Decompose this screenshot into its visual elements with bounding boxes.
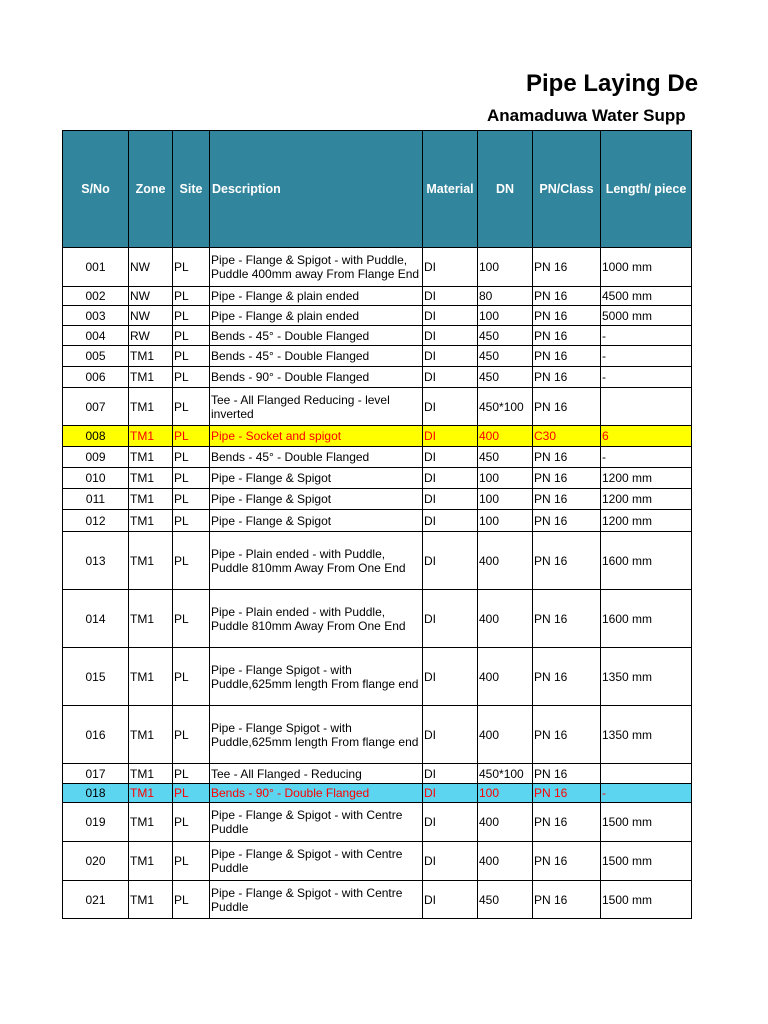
cell-sno[interactable]: 016 [63, 706, 129, 764]
cell-pn-class[interactable]: PN 16 [533, 388, 601, 426]
cell-description[interactable]: Pipe - Flange & Spigot [210, 510, 423, 532]
cell-dn[interactable]: 400 [478, 803, 533, 842]
table-row[interactable] [63, 468, 692, 489]
cell-pn-class[interactable]: PN 16 [533, 803, 601, 842]
header-row [63, 131, 692, 248]
cell-material[interactable]: DI [423, 881, 478, 919]
cell-sno[interactable]: 002 [63, 287, 129, 306]
cell-pn-class[interactable]: PN 16 [533, 287, 601, 306]
cell-pn-class[interactable]: PN 16 [533, 326, 601, 346]
cell-description[interactable]: Pipe - Flange & Spigot - with Puddle, Puddle 400mm away From Flange End [210, 248, 423, 287]
table-row[interactable] [63, 784, 692, 803]
table-row[interactable] [63, 426, 692, 447]
cell-site[interactable]: PL [173, 287, 210, 306]
cell-sno[interactable]: 017 [63, 764, 129, 784]
cell-sno[interactable]: 018 [63, 784, 129, 803]
cell-material[interactable]: DI [423, 287, 478, 306]
cell-description[interactable]: Bends - 45° - Double Flanged [210, 346, 423, 367]
cell-sno[interactable]: 010 [63, 468, 129, 489]
cell-length[interactable]: 1500 mm [601, 803, 692, 842]
cell-pn-class[interactable]: PN 16 [533, 706, 601, 764]
cell-pn-class[interactable]: PN 16 [533, 590, 601, 648]
cell-sno[interactable]: 004 [63, 326, 129, 346]
cell-pn-class[interactable]: PN 16 [533, 532, 601, 590]
cell-zone[interactable]: NW [129, 306, 173, 326]
col-header-description[interactable]: Description [210, 131, 423, 248]
page-subtitle: Anamaduwa Water Supp [487, 106, 686, 125]
cell-site[interactable]: PL [173, 881, 210, 919]
cell-description[interactable]: Tee - All Flanged - Reducing [210, 764, 423, 784]
cell-sno[interactable]: 007 [63, 388, 129, 426]
cell-length[interactable] [601, 764, 692, 784]
cell-material[interactable]: DI [423, 447, 478, 468]
cell-dn[interactable]: 450*100 [478, 388, 533, 426]
cell-description[interactable]: Pipe - Flange & Spigot - with Centre Puddle [210, 881, 423, 919]
cell-material[interactable]: DI [423, 784, 478, 803]
table-row[interactable] [63, 881, 692, 919]
cell-description[interactable]: Bends - 45° - Double Flanged [210, 326, 423, 346]
cell-site[interactable]: PL [173, 532, 210, 590]
cell-dn[interactable]: 450*100 [478, 764, 533, 784]
cell-length[interactable]: 1200 mm [601, 489, 692, 510]
cell-dn[interactable]: 100 [478, 306, 533, 326]
cell-sno[interactable]: 008 [63, 426, 129, 447]
cell-pn-class[interactable]: PN 16 [533, 842, 601, 881]
table-row[interactable] [63, 590, 692, 648]
cell-length[interactable]: 1000 mm [601, 248, 692, 287]
table-row[interactable] [63, 248, 692, 287]
cell-dn[interactable]: 400 [478, 590, 533, 648]
cell-description[interactable]: Pipe - Flange & Spigot [210, 468, 423, 489]
cell-zone[interactable]: TM1 [129, 532, 173, 590]
cell-dn[interactable]: 100 [478, 468, 533, 489]
cell-zone[interactable]: TM1 [129, 367, 173, 388]
cell-pn-class[interactable]: PN 16 [533, 346, 601, 367]
cell-zone[interactable]: NW [129, 248, 173, 287]
cell-description[interactable]: Pipe - Flange Spigot - with Puddle,625mm length From flange end [210, 648, 423, 706]
cell-material[interactable]: DI [423, 590, 478, 648]
cell-description[interactable]: Pipe - Plain ended - with Puddle, Puddle 810mm Away From One End [210, 532, 423, 590]
table-row[interactable] [63, 648, 692, 706]
cell-sno[interactable]: 006 [63, 367, 129, 388]
cell-sno[interactable]: 019 [63, 803, 129, 842]
col-header-site[interactable]: Site [173, 131, 210, 248]
table-row[interactable] [63, 706, 692, 764]
cell-dn[interactable]: 400 [478, 842, 533, 881]
cell-length[interactable]: 1200 mm [601, 468, 692, 489]
cell-zone[interactable]: TM1 [129, 784, 173, 803]
cell-zone[interactable]: TM1 [129, 803, 173, 842]
cell-description[interactable]: Bends - 90° - Double Flanged [210, 784, 423, 803]
cell-zone[interactable]: TM1 [129, 426, 173, 447]
cell-sno[interactable]: 020 [63, 842, 129, 881]
cell-site[interactable]: PL [173, 489, 210, 510]
cell-pn-class[interactable]: C30 [533, 426, 601, 447]
cell-length[interactable]: 1600 mm [601, 532, 692, 590]
cell-zone[interactable]: NW [129, 287, 173, 306]
cell-length[interactable]: - [601, 784, 692, 803]
cell-sno[interactable]: 012 [63, 510, 129, 532]
cell-zone[interactable]: TM1 [129, 489, 173, 510]
cell-sno[interactable]: 013 [63, 532, 129, 590]
cell-description[interactable]: Pipe - Flange & Spigot [210, 489, 423, 510]
cell-site[interactable]: PL [173, 346, 210, 367]
cell-material[interactable]: DI [423, 248, 478, 287]
cell-site[interactable]: PL [173, 426, 210, 447]
cell-dn[interactable]: 450 [478, 346, 533, 367]
table-row[interactable] [63, 287, 692, 306]
cell-description[interactable]: Pipe - Flange & Spigot - with Centre Puddle [210, 842, 423, 881]
table-row[interactable] [63, 326, 692, 346]
cell-site[interactable]: PL [173, 590, 210, 648]
table-row[interactable] [63, 532, 692, 590]
cell-pn-class[interactable]: PN 16 [533, 510, 601, 532]
table-row[interactable] [63, 346, 692, 367]
cell-length[interactable]: - [601, 326, 692, 346]
cell-pn-class[interactable]: PN 16 [533, 367, 601, 388]
cell-zone[interactable]: TM1 [129, 706, 173, 764]
cell-dn[interactable]: 450 [478, 881, 533, 919]
cell-length[interactable]: 1600 mm [601, 590, 692, 648]
cell-pn-class[interactable]: PN 16 [533, 468, 601, 489]
table-row[interactable] [63, 803, 692, 842]
cell-pn-class[interactable]: PN 16 [533, 447, 601, 468]
cell-material[interactable]: DI [423, 648, 478, 706]
cell-length[interactable]: 1500 mm [601, 842, 692, 881]
cell-material[interactable]: DI [423, 489, 478, 510]
cell-sno[interactable]: 015 [63, 648, 129, 706]
cell-description[interactable]: Pipe - Plain ended - with Puddle, Puddle 810mm Away From One End [210, 590, 423, 648]
cell-zone[interactable]: TM1 [129, 881, 173, 919]
cell-length[interactable]: 1200 mm [601, 510, 692, 532]
cell-material[interactable]: DI [423, 426, 478, 447]
cell-site[interactable]: PL [173, 248, 210, 287]
table-row[interactable] [63, 510, 692, 532]
cell-description[interactable]: Tee - All Flanged Reducing - level inverted [210, 388, 423, 426]
cell-pn-class[interactable]: PN 16 [533, 648, 601, 706]
cell-length[interactable]: 4500 mm [601, 287, 692, 306]
cell-dn[interactable]: 100 [478, 489, 533, 510]
cell-description[interactable]: Bends - 45° - Double Flanged [210, 447, 423, 468]
cell-length[interactable]: 1500 mm [601, 881, 692, 919]
cell-dn[interactable]: 450 [478, 367, 533, 388]
cell-pn-class[interactable]: PN 16 [533, 489, 601, 510]
cell-length[interactable]: 6 [601, 426, 692, 447]
table-row[interactable] [63, 388, 692, 426]
cell-site[interactable]: PL [173, 784, 210, 803]
table-row[interactable] [63, 764, 692, 784]
table-row[interactable] [63, 489, 692, 510]
cell-description[interactable]: Pipe - Flange & Spigot - with Centre Puddle [210, 803, 423, 842]
cell-dn[interactable]: 450 [478, 447, 533, 468]
cell-zone[interactable]: TM1 [129, 590, 173, 648]
cell-dn[interactable]: 80 [478, 287, 533, 306]
cell-site[interactable]: PL [173, 510, 210, 532]
cell-dn[interactable]: 100 [478, 784, 533, 803]
cell-dn[interactable]: 400 [478, 706, 533, 764]
cell-description[interactable]: Pipe - Flange & plain ended [210, 287, 423, 306]
cell-dn[interactable]: 450 [478, 326, 533, 346]
cell-length[interactable]: 1350 mm [601, 706, 692, 764]
col-header-dn[interactable]: DN [478, 131, 533, 248]
col-header-sno[interactable]: S/No [63, 131, 129, 248]
col-header-zone[interactable]: Zone [129, 131, 173, 248]
table-row[interactable] [63, 447, 692, 468]
cell-material[interactable]: DI [423, 326, 478, 346]
pipe-schedule-table [62, 130, 692, 919]
cell-site[interactable]: PL [173, 468, 210, 489]
cell-sno[interactable]: 003 [63, 306, 129, 326]
cell-zone[interactable]: TM1 [129, 764, 173, 784]
table-row[interactable] [63, 367, 692, 388]
cell-material[interactable]: DI [423, 468, 478, 489]
cell-pn-class[interactable]: PN 16 [533, 248, 601, 287]
cell-zone[interactable]: TM1 [129, 648, 173, 706]
cell-zone[interactable]: RW [129, 326, 173, 346]
cell-description[interactable]: Pipe - Socket and spigot [210, 426, 423, 447]
cell-dn[interactable]: 100 [478, 248, 533, 287]
cell-sno[interactable]: 005 [63, 346, 129, 367]
page-title: Pipe Laying De [526, 70, 699, 97]
cell-site[interactable]: PL [173, 803, 210, 842]
cell-description[interactable]: Bends - 90° - Double Flanged [210, 367, 423, 388]
cell-material[interactable]: DI [423, 842, 478, 881]
cell-description[interactable]: Pipe - Flange Spigot - with Puddle,625mm length From flange end [210, 706, 423, 764]
cell-zone[interactable]: TM1 [129, 468, 173, 489]
cell-length[interactable]: 1350 mm [601, 648, 692, 706]
col-header-pn-class[interactable]: PN/Class [533, 131, 601, 248]
cell-zone[interactable]: TM1 [129, 510, 173, 532]
table-row[interactable] [63, 842, 692, 881]
cell-site[interactable]: PL [173, 842, 210, 881]
cell-site[interactable]: PL [173, 367, 210, 388]
cell-length[interactable]: - [601, 447, 692, 468]
cell-site[interactable]: PL [173, 447, 210, 468]
cell-material[interactable]: DI [423, 388, 478, 426]
cell-dn[interactable]: 400 [478, 648, 533, 706]
cell-dn[interactable]: 100 [478, 510, 533, 532]
cell-pn-class[interactable]: PN 16 [533, 881, 601, 919]
col-header-length[interactable]: Length/ piece [601, 131, 692, 248]
cell-material[interactable]: DI [423, 706, 478, 764]
cell-pn-class[interactable]: PN 16 [533, 306, 601, 326]
cell-material[interactable]: DI [423, 306, 478, 326]
cell-length[interactable]: - [601, 346, 692, 367]
cell-material[interactable]: DI [423, 510, 478, 532]
cell-sno[interactable]: 009 [63, 447, 129, 468]
cell-site[interactable]: PL [173, 326, 210, 346]
cell-zone[interactable]: TM1 [129, 447, 173, 468]
cell-sno[interactable]: 001 [63, 248, 129, 287]
cell-length[interactable] [601, 388, 692, 426]
cell-material[interactable]: DI [423, 367, 478, 388]
cell-material[interactable]: DI [423, 532, 478, 590]
cell-site[interactable]: PL [173, 706, 210, 764]
cell-zone[interactable]: TM1 [129, 388, 173, 426]
cell-sno[interactable]: 014 [63, 590, 129, 648]
cell-site[interactable]: PL [173, 388, 210, 426]
col-header-material[interactable]: Material [423, 131, 478, 248]
cell-material[interactable]: DI [423, 764, 478, 784]
cell-sno[interactable]: 021 [63, 881, 129, 919]
cell-pn-class[interactable]: PN 16 [533, 764, 601, 784]
cell-length[interactable]: 5000 mm [601, 306, 692, 326]
table-row[interactable] [63, 306, 692, 326]
cell-length[interactable]: - [601, 367, 692, 388]
cell-sno[interactable]: 011 [63, 489, 129, 510]
cell-material[interactable]: DI [423, 803, 478, 842]
cell-material[interactable]: DI [423, 346, 478, 367]
cell-dn[interactable]: 400 [478, 532, 533, 590]
cell-zone[interactable]: TM1 [129, 842, 173, 881]
cell-zone[interactable]: TM1 [129, 346, 173, 367]
cell-site[interactable]: PL [173, 648, 210, 706]
cell-pn-class[interactable]: PN 16 [533, 784, 601, 803]
cell-site[interactable]: PL [173, 306, 210, 326]
cell-dn[interactable]: 400 [478, 426, 533, 447]
cell-description[interactable]: Pipe - Flange & plain ended [210, 306, 423, 326]
cell-site[interactable]: PL [173, 764, 210, 784]
